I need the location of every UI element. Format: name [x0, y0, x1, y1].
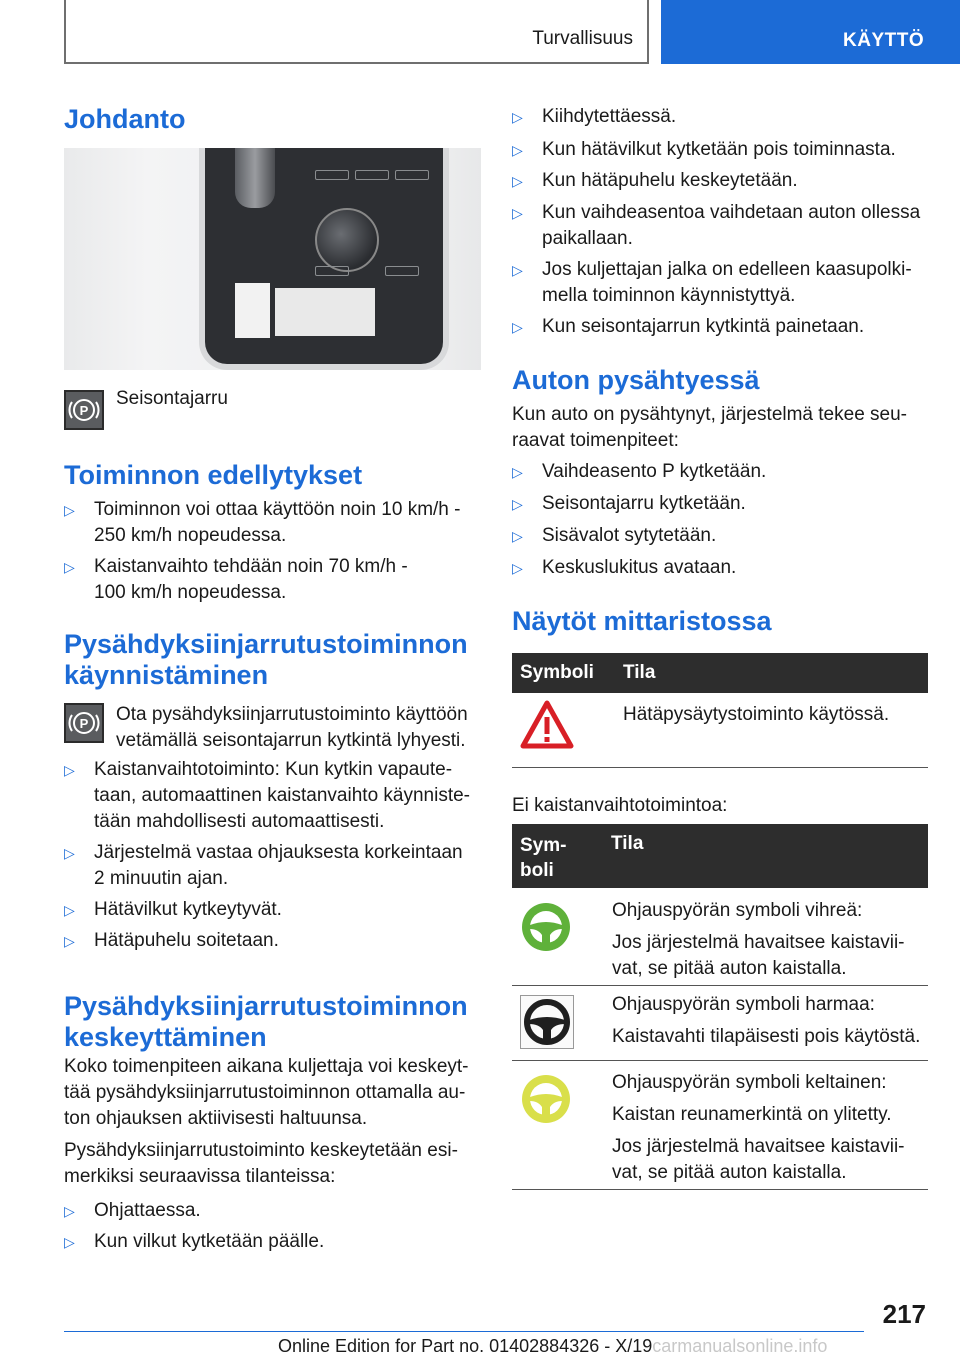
console-button — [385, 266, 419, 276]
list-item: ▷ Jos kuljettajan jalka on edelleen kaasupolki- mella toiminnon käynnistyttyä. — [512, 259, 912, 306]
start-text: Ota pysähdyksiinjarrutustoiminto käyttöön vetämällä seisontajarrun kytkintä lyhyesti. — [116, 704, 468, 751]
stop-text-2: Pysähdyksiinjarrutustoiminto keskeytetään esi- merkiksi seuraavissa tilanteissa: — [64, 1140, 458, 1187]
table-header-symbol: Symboli — [520, 662, 594, 683]
header-section-box — [64, 0, 649, 64]
standstill-text: Kun auto on pysähtynyt, järjestelmä tekee seu- raavat toimenpiteet: — [512, 404, 908, 451]
bullet-triangle-icon: ▷ — [64, 1234, 75, 1250]
bullet-triangle-icon: ▷ — [64, 762, 75, 778]
steering-wheel-green-icon — [520, 901, 572, 953]
list-item: ▷ Kaistanvaihtotoiminto: Kun kytkin vapaute- taan, automaattinen kaistanvaihto käynniste- tään mahdollisesti automaattisesti. — [64, 759, 471, 832]
stop-heading: Pysähdyksiinjarrutustoiminnon keskeyttäminen — [64, 991, 468, 1052]
gear-selector — [235, 148, 275, 208]
bullet-triangle-icon: ▷ — [64, 845, 75, 861]
intro-heading: Johdanto — [64, 104, 186, 134]
parking-brake-icon — [64, 390, 104, 430]
bullet-triangle-icon: ▷ — [64, 902, 75, 918]
list-item: ▷ Kun hätävilkut kytketään pois toiminnasta. — [512, 137, 896, 163]
page-number: 217 — [882, 1299, 926, 1329]
table-cell: Ohjauspyörän symboli harmaa: Kaistavahti tilapäisesti pois käytöstä. — [612, 994, 921, 1047]
bullet-triangle-icon: ▷ — [64, 559, 75, 575]
list-item: ▷ Hätäpuhelu soitetaan. — [64, 928, 279, 954]
footer-rule — [64, 1331, 864, 1332]
conditions-heading: Toiminnon edellytykset — [64, 460, 363, 490]
bullet-triangle-icon: ▷ — [512, 109, 523, 125]
standstill-heading: Auton pysähtyessä — [512, 365, 760, 395]
idrive-controller — [315, 208, 379, 272]
lane-intro: Ei kaistanvaihtotoimintoa: — [512, 795, 728, 816]
list-item: ▷ Vaihdeasento P kytketään. — [512, 459, 766, 485]
bullet-triangle-icon: ▷ — [512, 205, 523, 221]
bullet-triangle-icon: ▷ — [512, 173, 523, 189]
bullet-triangle-icon: ▷ — [64, 1203, 75, 1219]
list-item: ▷ Kiihdytettäessä. — [512, 104, 676, 130]
header-section-title: Turvallisuus — [532, 28, 633, 49]
list-item: ▷ Toiminnon voi ottaa käyttöön noin 10 km/h - 250 km/h nopeudessa. — [64, 499, 461, 546]
parking-brake-icon — [64, 703, 104, 743]
bullet-triangle-icon: ▷ — [64, 502, 75, 518]
table-divider — [512, 1060, 928, 1061]
list-item: ▷ Kun vaihdeasentoa vaihdetaan auton ollessa paikallaan. — [512, 202, 921, 249]
console-button — [355, 170, 389, 180]
start-heading: Pysähdyksiinjarrutustoiminnon käynnistäminen — [64, 629, 468, 690]
bullet-triangle-icon: ▷ — [512, 496, 523, 512]
list-item: ▷ Kun vilkut kytketään päälle. — [64, 1229, 324, 1255]
list-item: ▷ Järjestelmä vastaa ohjauksesta korkeintaan 2 minuutin ajan. — [64, 842, 463, 889]
center-console-photo — [64, 148, 481, 370]
list-item: ▷ Seisontajarru kytketään. — [512, 491, 746, 517]
console-button — [395, 170, 429, 180]
table-header-state: Tila — [611, 833, 644, 854]
steering-wheel-grey-icon — [520, 995, 574, 1049]
header-chapter-title: KÄYTTÖ — [843, 30, 925, 51]
list-item: ▷ Keskuslukitus avataan. — [512, 555, 736, 581]
stop-text-1: Koko toimenpiteen aikana kuljettaja voi keskeyt- tää pysähdyksiinjarrutustoiminnon ottamalla au- ton ohjauksen aktiivisesti haltuunsa. — [64, 1056, 469, 1129]
bullet-triangle-icon: ▷ — [512, 560, 523, 576]
list-item: ▷ Ohjattaessa. — [64, 1198, 201, 1224]
list-item: ▷ Kun hätäpuhelu keskeytetään. — [512, 168, 798, 194]
svg-text:P: P — [79, 716, 89, 731]
svg-text:P: P — [79, 403, 89, 418]
list-item: ▷ Kun seisontajarrun kytkintä painetaan. — [512, 314, 864, 340]
header-chapter-tab — [661, 0, 960, 64]
table-divider — [512, 767, 928, 768]
steering-wheel-yellow-icon — [520, 1073, 572, 1125]
bullet-triangle-icon: ▷ — [512, 528, 523, 544]
table-header-symbol: Sym- boli — [520, 835, 567, 881]
bullet-triangle-icon: ▷ — [512, 464, 523, 480]
console-button — [315, 266, 349, 276]
console-pad — [275, 288, 375, 336]
console-pad — [235, 283, 270, 338]
bullet-triangle-icon: ▷ — [64, 933, 75, 949]
list-item: ▷ Hätävilkut kytkeytyvät. — [64, 897, 282, 923]
table-cell: Ohjauspyörän symboli keltainen: Kaistan reunamerkintä on ylitetty. Jos järjestelmä havaitsee kaistavii- vat, se pitää auton kaistalla. — [612, 1072, 905, 1183]
table-header — [512, 653, 928, 693]
table-header-state: Tila — [623, 662, 656, 683]
table-divider — [512, 985, 928, 986]
table-cell: Hätäpysäytystoiminto käytössä. — [623, 704, 890, 725]
footer-edition: Online Edition for Part no. 01402884326 - X/19carmanualsonline.info — [278, 1336, 828, 1356]
console-button — [315, 170, 349, 180]
table-cell: Ohjauspyörän symboli vihreä: Jos järjestelmä havaitsee kaistavii- vat, se pitää auton kaistalla. — [612, 900, 905, 979]
bullet-triangle-icon: ▷ — [512, 319, 523, 335]
warning-triangle-icon — [520, 700, 574, 750]
bullet-triangle-icon: ▷ — [512, 142, 523, 158]
parking-brake-caption: Seisontajarru — [116, 388, 228, 409]
watermark: carmanualsonline.info — [652, 1336, 828, 1356]
list-item: ▷ Kaistanvaihto tehdään noin 70 km/h - 100 km/h nopeudessa. — [64, 556, 408, 603]
console-panel — [199, 148, 449, 370]
display-heading: Näytöt mittaristossa — [512, 606, 772, 636]
bullet-triangle-icon: ▷ — [512, 262, 523, 278]
table-header — [512, 824, 928, 888]
list-item: ▷ Sisävalot sytytetään. — [512, 523, 716, 549]
table-divider — [512, 1189, 928, 1190]
